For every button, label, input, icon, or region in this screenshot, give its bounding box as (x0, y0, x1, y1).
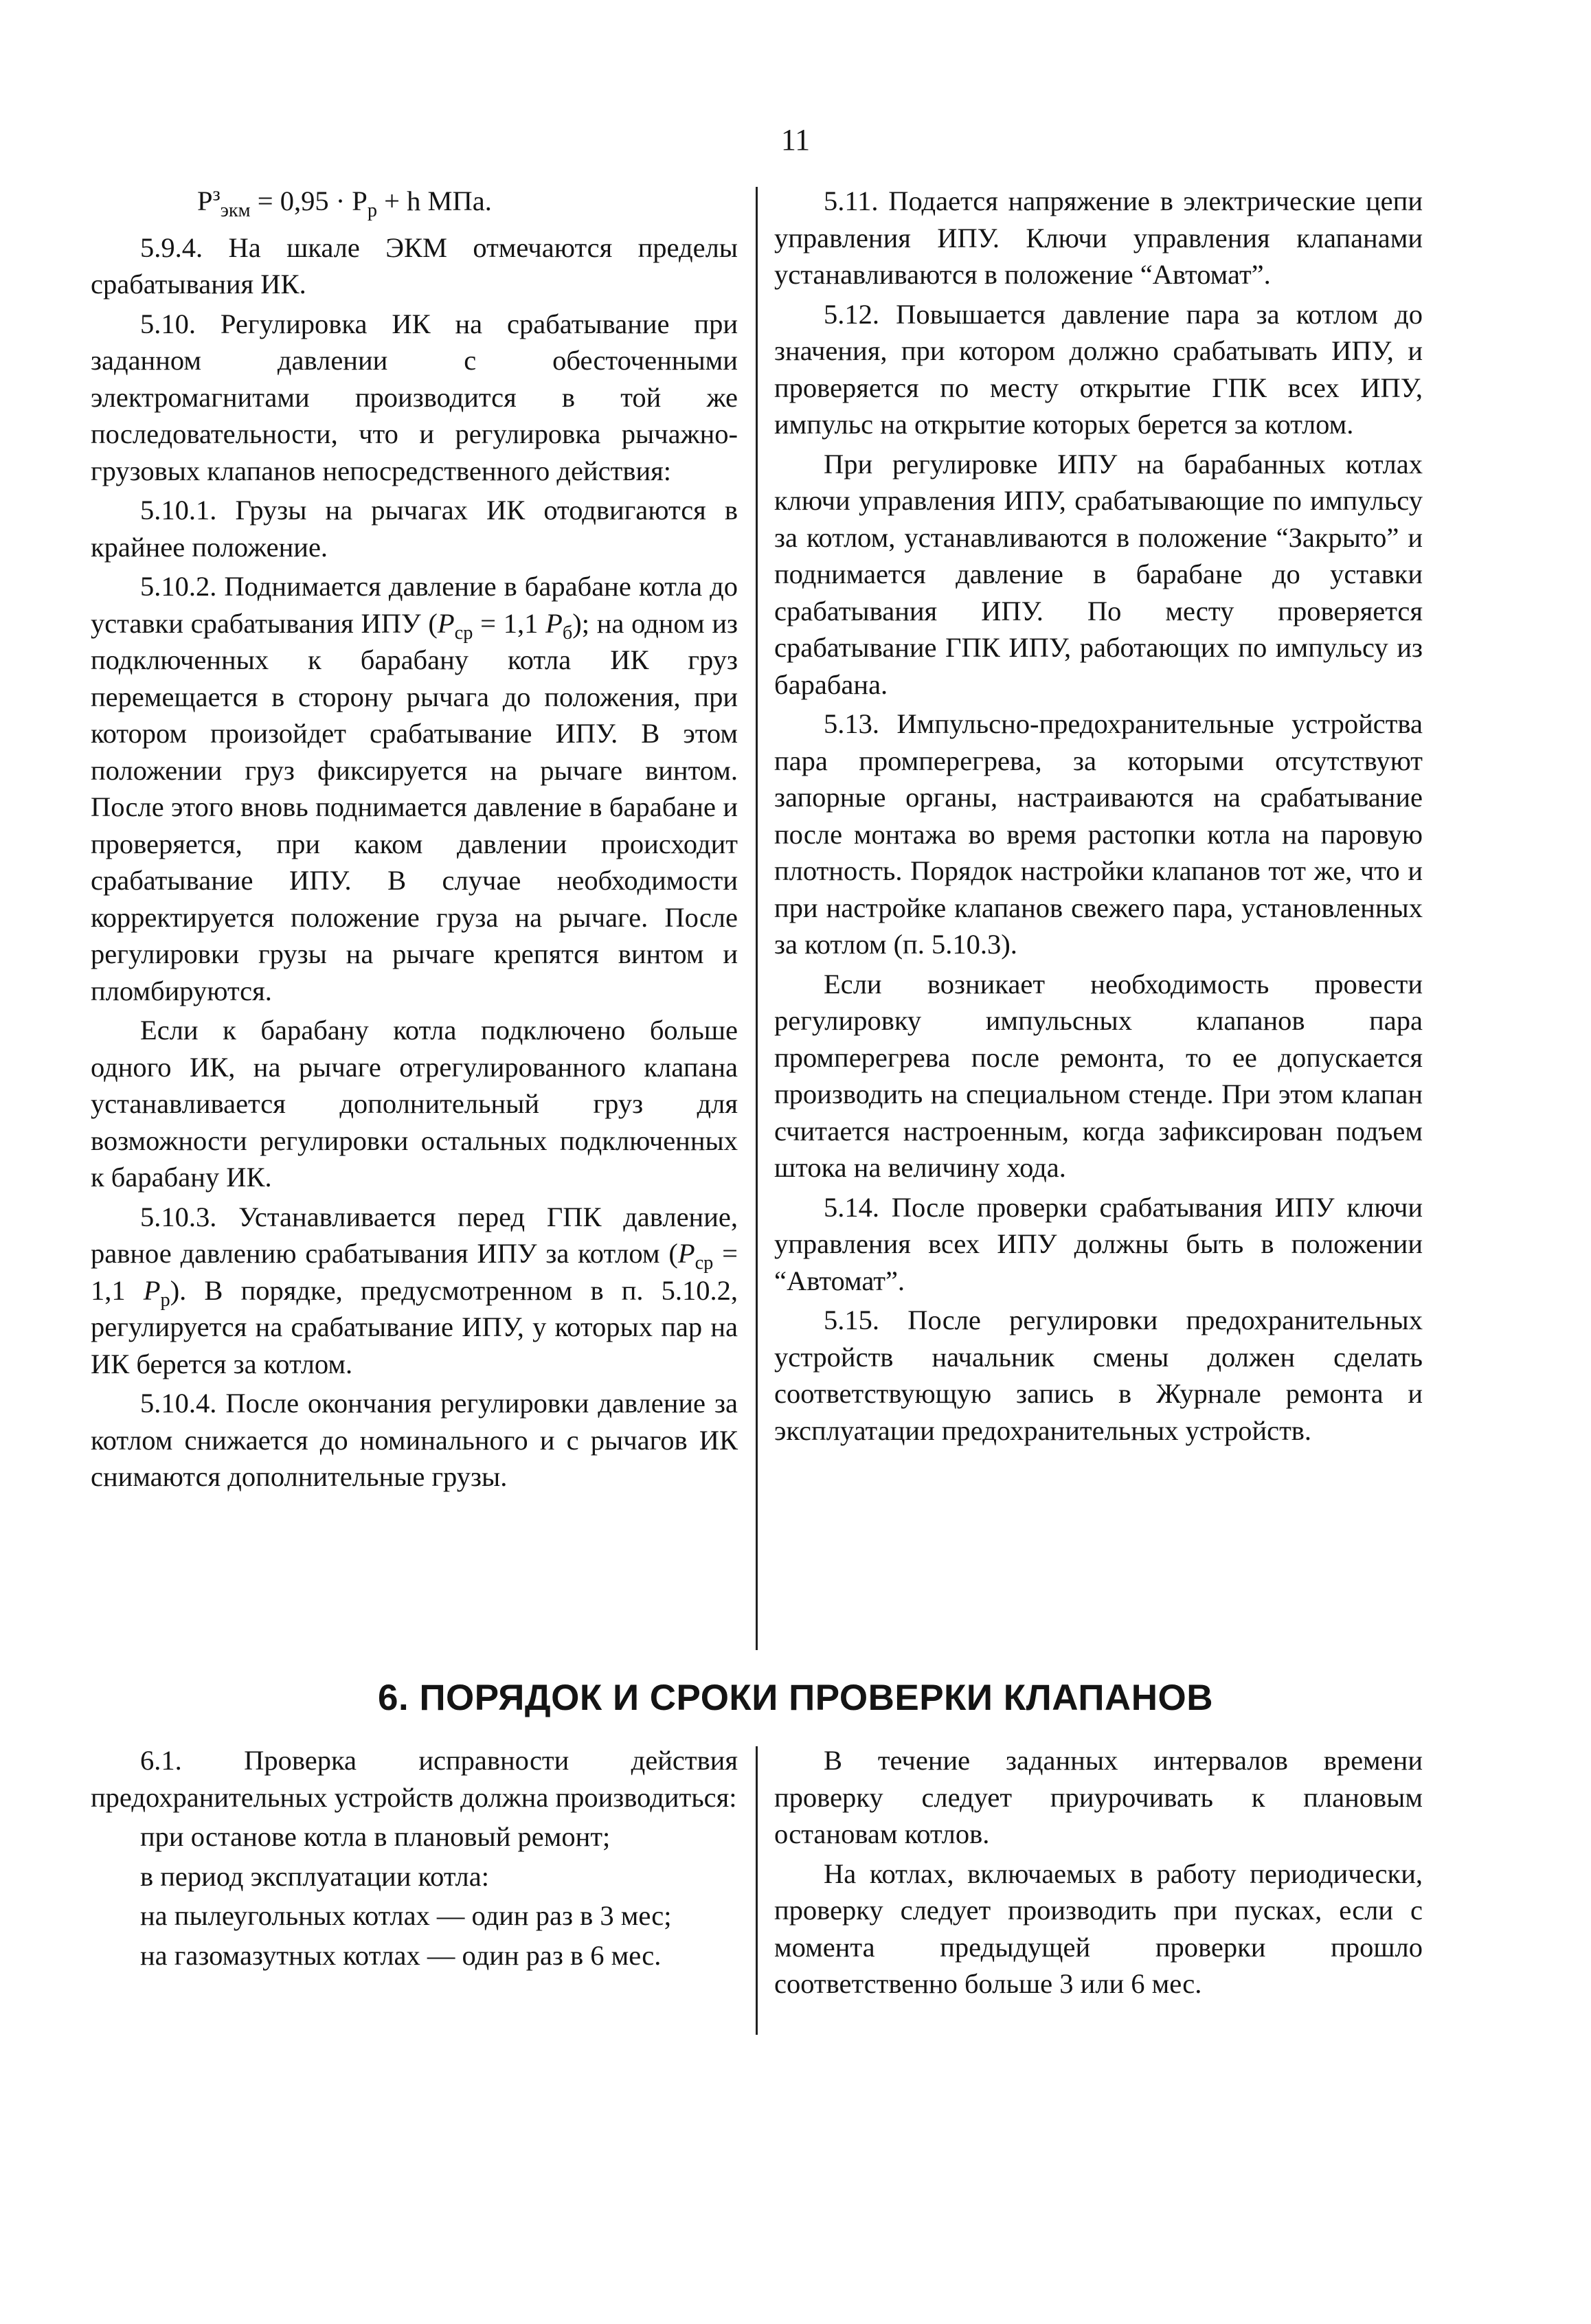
left-column (91, 183, 738, 1498)
paragraph-5-11: 5.11. Подается напряжение в электрические цепи управления ИПУ. Ключи управления клапанами устанавливаются в положение “Автомат”. (774, 185, 1423, 290)
section-heading: 6. ПОРЯДОК И СРОКИ ПРОВЕРКИ КЛАПАНОВ (378, 1678, 1213, 1718)
paragraph-5-9-4: 5.9.4. На шкале ЭКМ отмечаются пределы срабатывания ИК. (91, 232, 738, 300)
paragraph-5-10: 5.10. Регулировка ИК на срабатывание при заданном давлении с обесточенными электромагнитами производится в той же последовательности, что и регулировка рычажно-грузовых клапанов непосредственного действия: (91, 308, 738, 486)
paragraph-drum-boilers: При регулировке ИПУ на барабанных котлах ключи управления ИПУ, срабатывающие по импульсу за котлом, устанавливаются в положение “Закрыто” и поднимается давление в барабане до уставки срабатывания ИПУ. По месту проверяется срабатывание ГПК ИПУ, работающих по импульсу из барабана. (774, 448, 1423, 700)
paragraph-stand-adjustment: Если возникает необходимость провести регулировку импульсных клапанов пара промперегрева после ремонта, то ее допускается производить на специальном стенде. При этом клапан считается настроенным, когда зафиксирован подъем штока на величину хода. (774, 968, 1423, 1183)
paragraph-5-13: 5.13. Импульсно-предохранительные устройства пара промперегрева, за которыми отсутствуют запорные органы, настраиваются на срабатывание после монтажа во время растопки котла на паровую плотность. Порядок настройки клапанов тот же, что и при настройке клапанов свежего пара, установленных за котлом (п. 5.10.3). (774, 708, 1423, 960)
paragraph-5-15: 5.15. После регулировки предохранительных устройств начальник смены должен сделать соответствующую запись в Журнале ремонта и эксплуатации предохранительных устройств. (774, 1305, 1423, 1446)
list-item: на пылеугольных котлах — один раз в 3 мес; (140, 1900, 672, 1931)
paragraph-5-12: 5.12. Повышается давление пара за котлом до значения, при котором должно срабатывать ИПУ, и проверяется по месту открытие ГПК всех ИПУ, импульс на открытие которых берется за котлом. (774, 298, 1423, 440)
paragraph-5-10-1: 5.10.1. Грузы на рычагах ИК отодвигаются в крайнее положение. (91, 495, 738, 563)
page-number: 11 (780, 123, 811, 157)
paragraph-intervals: В течение заданных интервалов времени проверку следует приурочивать к плановым остановам котлов. (774, 1745, 1423, 1849)
column-divider (756, 1746, 758, 2035)
list-item: в период эксплуатации котла: (140, 1860, 489, 1892)
formula-ekm: $P^з_{экм} = 0,95 \cdot P_р + h$ МПа. (197, 183, 492, 222)
section-6-right-column (774, 1742, 1423, 2005)
list-item: при останове котла в плановый ремонт; (140, 1821, 611, 1852)
right-column (774, 183, 1423, 1452)
paragraph-periodic-boilers: На котлах, включаемых в работу периодически, проверку следует производить при пусках, если с момента предыдущей проверки прошло соответственно больше 3 или 6 мес. (774, 1858, 1423, 1999)
paragraph-5-10-3: 5.10.3. Устанавливается перед ГПК давление, равное давлению срабатывания ИПУ за котлом ($P_{ср} = 1,1$ $P_р$). В порядке, предусмотренном в п. 5.10.2, регулируется на срабатывание ИПУ, у которых пар на ИК берется за котлом. (91, 1201, 738, 1379)
section-6-left-column (91, 1742, 738, 1976)
paragraph-6-1: 6.1. Проверка исправности действия предохранительных устройств должна производиться: (91, 1745, 738, 1813)
list-item: на газомазутных котлах — один раз в 6 мес. (140, 1939, 662, 1971)
paragraph-5-14: 5.14. После проверки срабатывания ИПУ ключи управления всех ИПУ должны быть в положении “Автомат”. (774, 1191, 1423, 1296)
paragraph-5-10-2: 5.10.2. Поднимается давление в барабане котла до уставки срабатывания ИПУ ($P_{ср} = 1,1$ $P_б$); на одном из подключенных к барабану котла ИК груз перемещается в сторону рычага до положения, при котором произойдет срабатывание ИПУ. В этом положении груз фиксируется на рычаге винтом. После этого вновь поднимается давление в барабане и проверяется, при каком давлении происходит срабатывание ИПУ. В случае необходимости корректируется положение груза на рычаге. После регулировки грузы на рычаге крепятся винтом и пломбируются. (91, 571, 738, 1006)
paragraph-extra-weight: Если к барабану котла подключено больше одного ИК, на рычаге отрегулированного клапана устанавливается дополнительный груз для возможности регулировки остальных подключенных к барабану ИК. (91, 1015, 738, 1193)
column-divider (756, 187, 758, 1650)
paragraph-5-10-4: 5.10.4. После окончания регулировки давление за котлом снижается до номинального и с рычагов ИК снимаются дополнительные грузы. (91, 1388, 738, 1492)
